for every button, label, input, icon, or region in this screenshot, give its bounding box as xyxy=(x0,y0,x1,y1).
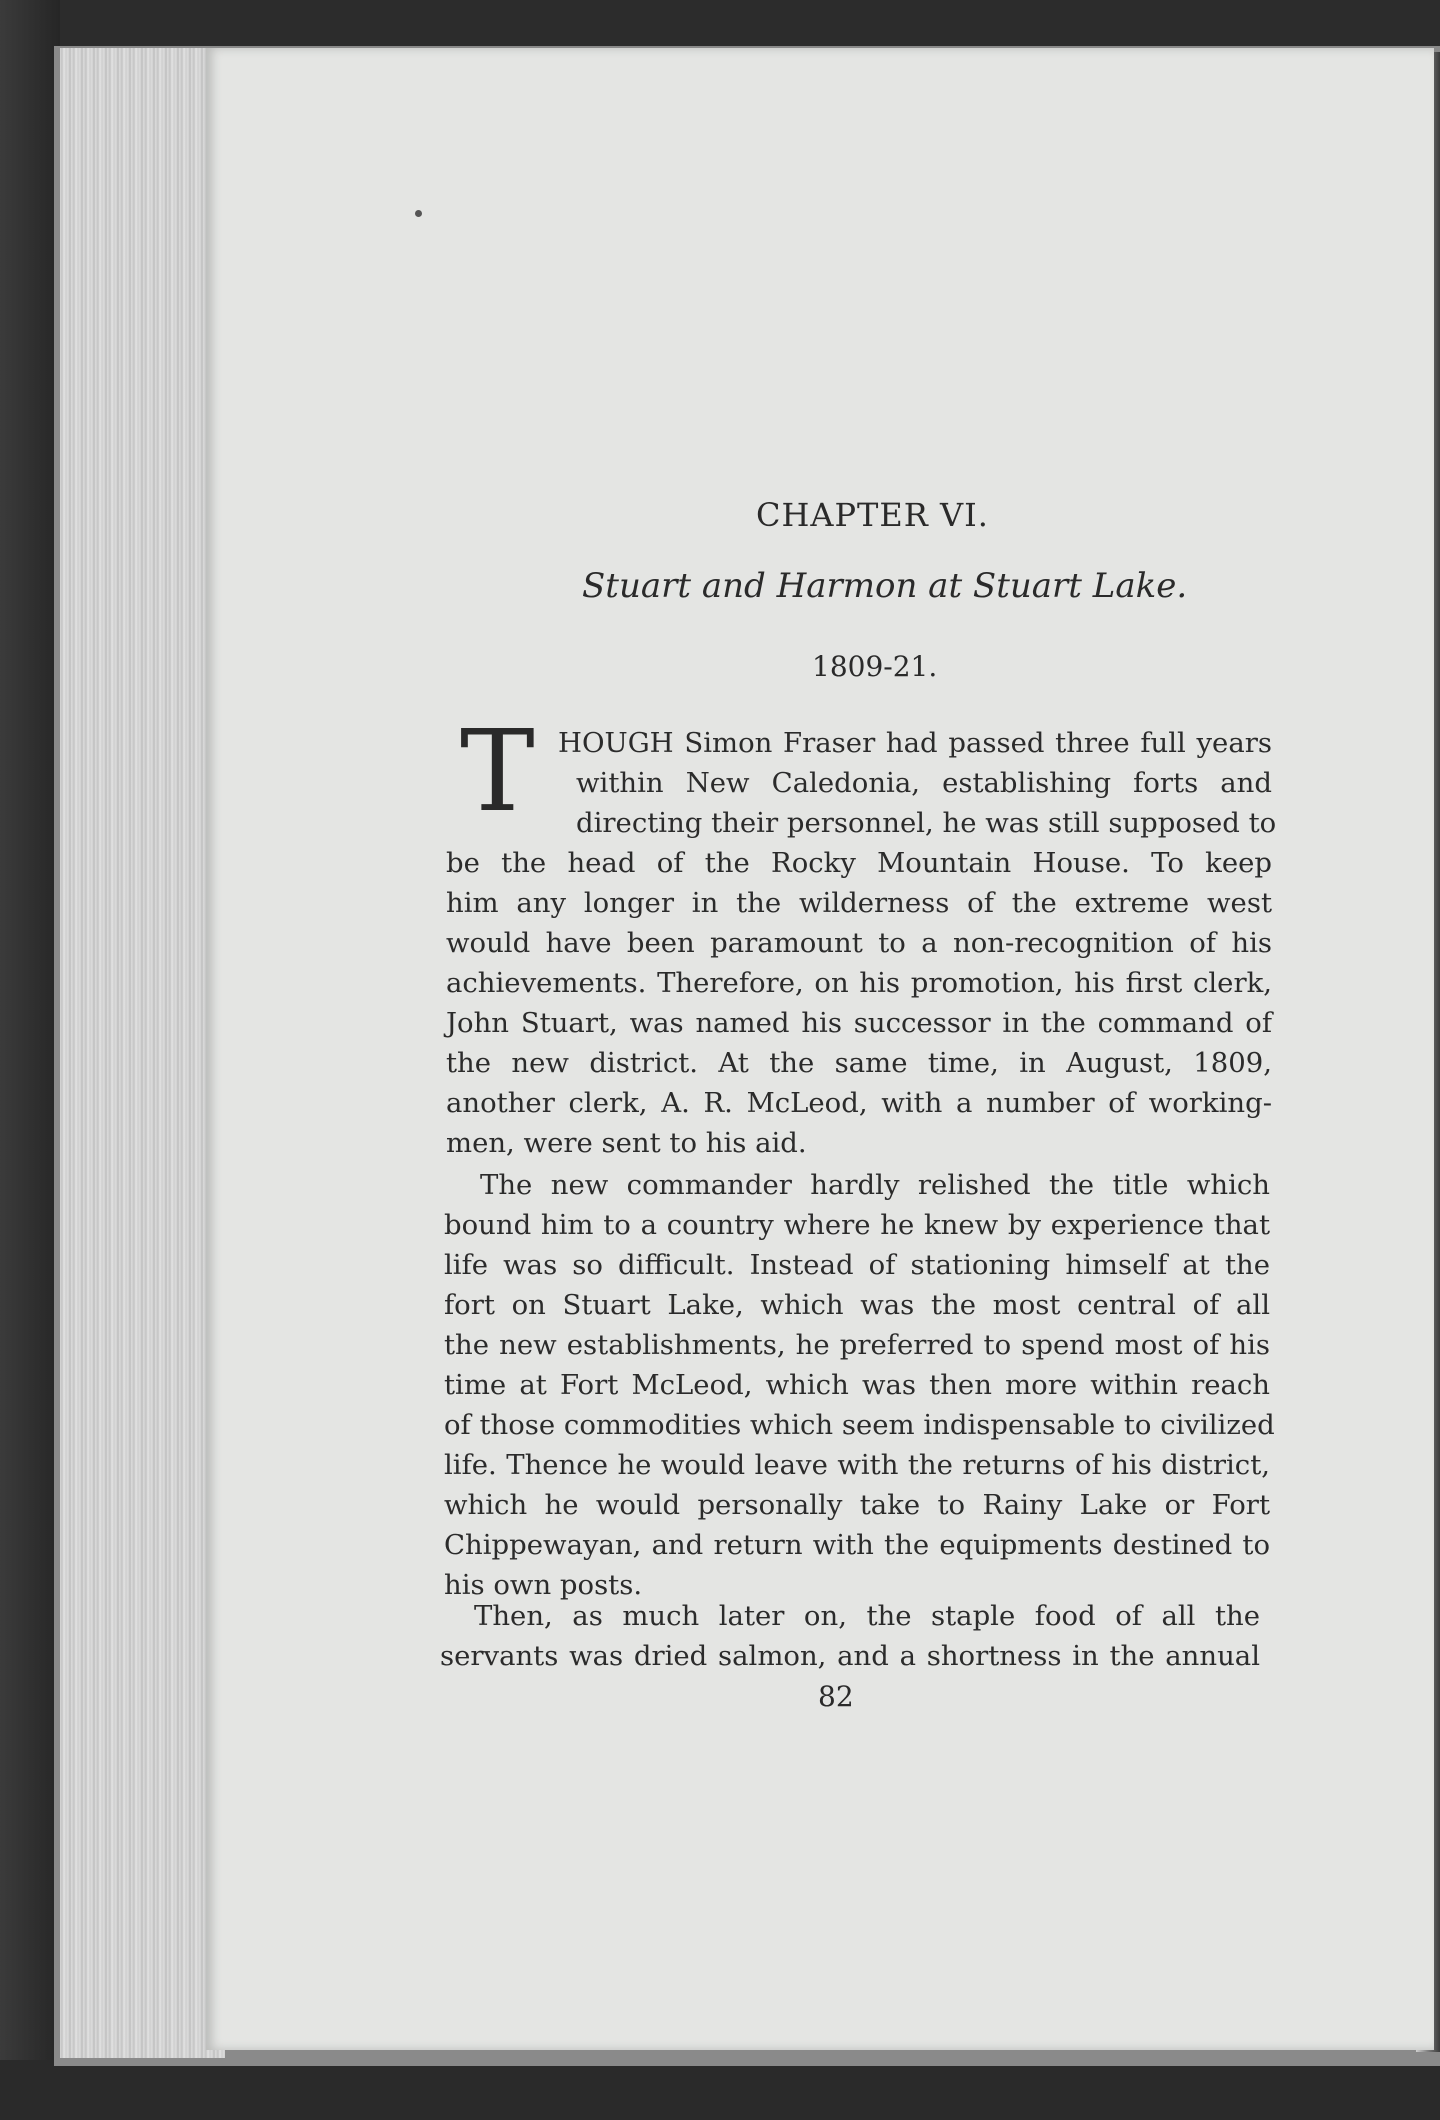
text-line: the new establishments, he preferred to spend most of his xyxy=(444,1329,1270,1361)
text-line: directing their personnel, he was still supposed to xyxy=(576,807,1277,839)
text-line: him any longer in the wilderness of the extreme west xyxy=(446,887,1272,919)
text-line: fort on Stuart Lake, which was the most central of all xyxy=(444,1289,1270,1321)
text-line: Then, as much later on, the staple food of all the xyxy=(474,1600,1260,1632)
text-line: be the head of the Rocky Mountain House. To keep xyxy=(446,847,1272,879)
text-line: the new district. At the same time, in August, 1809, xyxy=(446,1047,1272,1079)
scan-backdrop-bottom xyxy=(0,2060,1440,2120)
scan-backdrop-top xyxy=(0,0,1440,52)
text-line: life. Thence he would leave with the returns of his district, xyxy=(444,1449,1270,1481)
chapter-subtitle: Stuart and Harmon at Stuart Lake. xyxy=(582,566,1188,606)
text-line: The new commander hardly relished the title which xyxy=(480,1169,1270,1201)
text-line: time at Fort McLeod, which was then more within reach xyxy=(444,1369,1270,1401)
ink-speck xyxy=(415,210,422,217)
text-line: HOUGH Simon Fraser had passed three full years xyxy=(558,727,1272,759)
text-line: men, were sent to his aid. xyxy=(446,1127,807,1159)
page-number: 82 xyxy=(818,1680,854,1713)
text-line: John Stuart, was named his successor in the command of xyxy=(446,1007,1272,1039)
text-line: of those commodities which seem indispensable to civilized xyxy=(444,1409,1275,1441)
text-line: would have been paramount to a non-recognition of his xyxy=(446,927,1272,959)
text-line: another clerk, A. R. McLeod, with a number of working- xyxy=(446,1087,1272,1119)
text-line: within New Caledonia, establishing forts and xyxy=(576,767,1272,799)
text-line: life was so difficult. Instead of stationing himself at the xyxy=(444,1249,1270,1281)
text-line: servants was dried salmon, and a shortness in the annual xyxy=(440,1640,1260,1672)
text-line: which he would personally take to Rainy Lake or Fort xyxy=(444,1489,1270,1521)
text-line: his own posts. xyxy=(444,1569,643,1601)
text-line: achievements. Therefore, on his promotion, his first clerk, xyxy=(446,967,1272,999)
drop-cap: T xyxy=(460,707,535,837)
page-edges xyxy=(60,48,225,2058)
text-line: Chippewayan, and return with the equipments destined to xyxy=(444,1529,1270,1561)
chapter-heading: CHAPTER VI. xyxy=(756,496,989,534)
scan-backdrop-left xyxy=(0,0,60,2120)
text-line: bound him to a country where he knew by experience that xyxy=(444,1209,1270,1241)
chapter-dates: 1809-21. xyxy=(812,650,938,683)
